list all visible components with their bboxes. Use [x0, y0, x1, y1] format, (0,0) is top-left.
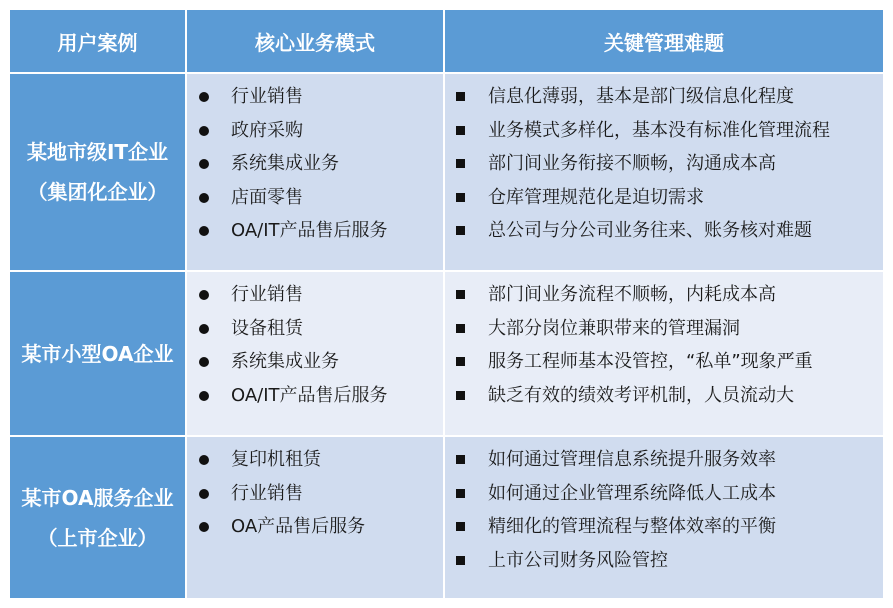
list-item: 服务工程师基本没管控，“私单”现象严重: [445, 345, 883, 379]
list-item: 行业销售: [187, 477, 443, 511]
bullet-dot-icon: [199, 391, 209, 401]
list-item: 缺乏有效的绩效考评机制，人员流动大: [445, 379, 883, 413]
bullet-square-icon: [456, 522, 465, 531]
bullet-dot-icon: [199, 290, 209, 300]
case-cell: [9, 436, 186, 599]
list-item: 信息化薄弱，基本是部门级信息化程度: [445, 80, 883, 114]
list-item: 店面零售: [187, 181, 443, 215]
list-item: 大部分岗位兼职带来的管理漏洞: [445, 312, 883, 346]
list-item: OA/IT产品售后服务: [187, 379, 443, 413]
bullet-square-icon: [456, 226, 465, 235]
bullet-square-icon: [456, 455, 465, 464]
bullet-dot-icon: [199, 193, 209, 203]
bullet-square-icon: [456, 92, 465, 101]
list-item: 系统集成业务: [187, 147, 443, 181]
bullet-square-icon: [456, 324, 465, 333]
list-item: 部门间业务衔接不顺畅，沟通成本高: [445, 147, 883, 181]
business-cell: [186, 436, 444, 599]
list-item: 政府采购: [187, 114, 443, 148]
list-item: 上市公司财务风险管控: [445, 544, 883, 578]
list-item: 如何通过管理信息系统提升服务效率: [445, 443, 883, 477]
business-cell: [186, 271, 444, 436]
bullet-square-icon: [456, 290, 465, 299]
bullet-dot-icon: [199, 357, 209, 367]
case-name: 某市OA服务企业: [21, 485, 174, 510]
challenges-cell: [444, 271, 884, 436]
business-cell: [186, 73, 444, 271]
case-subtitle: （集团化企业）: [27, 180, 168, 204]
table-row: [9, 436, 884, 599]
case-cell: [9, 271, 186, 436]
header-core-business: 核心业务模式: [186, 9, 444, 73]
bullet-dot-icon: [199, 226, 209, 236]
challenges-cell: [444, 73, 884, 271]
bullet-dot-icon: [199, 522, 209, 532]
bullet-dot-icon: [199, 159, 209, 169]
bullet-square-icon: [456, 391, 465, 400]
case-name: 某市小型OA企业: [21, 341, 174, 366]
list-item: 行业销售: [187, 80, 443, 114]
list-item: OA/IT产品售后服务: [187, 214, 443, 248]
table-row: [9, 271, 884, 436]
bullet-square-icon: [456, 556, 465, 565]
list-item: 总公司与分公司业务往来、账务核对难题: [445, 214, 883, 248]
bullet-square-icon: [456, 357, 465, 366]
bullet-dot-icon: [199, 455, 209, 465]
bullet-square-icon: [456, 126, 465, 135]
list-item: 部门间业务流程不顺畅，内耗成本高: [445, 278, 883, 312]
case-cell: [9, 73, 186, 271]
header-user-case: 用户案例: [9, 9, 186, 73]
list-item: 行业销售: [187, 278, 443, 312]
bullet-square-icon: [456, 159, 465, 168]
list-item: 设备租赁: [187, 312, 443, 346]
table-row: [9, 73, 884, 271]
list-item: 系统集成业务: [187, 345, 443, 379]
list-item: 业务模式多样化，基本没有标准化管理流程: [445, 114, 883, 148]
bullet-dot-icon: [199, 92, 209, 102]
bullet-dot-icon: [199, 324, 209, 334]
bullet-square-icon: [456, 193, 465, 202]
header-key-challenges: 关键管理难题: [444, 9, 884, 73]
challenges-cell: [444, 436, 884, 599]
bullet-square-icon: [456, 489, 465, 498]
list-item: 复印机租赁: [187, 443, 443, 477]
list-item: 精细化的管理流程与整体效率的平衡: [445, 510, 883, 544]
case-table: [8, 8, 885, 600]
list-item: OA产品售后服务: [187, 510, 443, 544]
case-name: 某地市级IT企业: [26, 140, 169, 164]
case-subtitle: （上市企业）: [37, 525, 158, 550]
list-item: 仓库管理规范化是迫切需求: [445, 181, 883, 215]
list-item: 如何通过企业管理系统降低人工成本: [445, 477, 883, 511]
bullet-dot-icon: [199, 489, 209, 499]
bullet-dot-icon: [199, 126, 209, 136]
